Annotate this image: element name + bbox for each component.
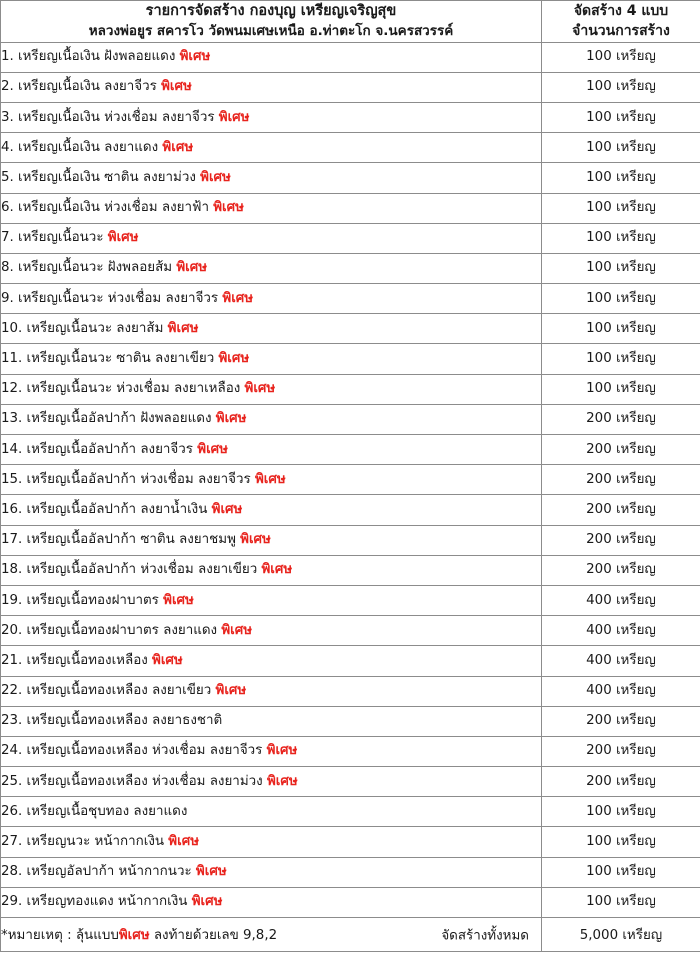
special-badge: พิเศษ [218,109,250,125]
item-quantity: 100 เหรียญ [542,72,700,102]
item-description-text: 9. เหรียญเนื้อนวะ ห่วงเชื่อม ลงยาจีวร [1,290,223,306]
item-quantity: 100 เหรียญ [542,314,700,344]
item-quantity: 200 เหรียญ [542,767,700,797]
table-row [1,736,700,766]
footer-note [1,924,277,945]
table-row [1,585,700,615]
header-title-line2: หลวงพ่อยูร สคารโว วัดพนมเศษเหนือ อ.ท่าตะโก จ.นครสวรรค์ [88,23,454,40]
item-description [1,314,542,344]
item-quantity: 200 เหรียญ [542,435,700,465]
item-description-text: 12. เหรียญเนื้อนวะ ห่วงเชื่อม ลงยาเหลือง [1,381,245,397]
item-quantity: 400 เหรียญ [542,676,700,706]
item-description-text: 28. เหรียญอัลปาก้า หน้ากากนวะ [1,864,196,880]
item-quantity: 100 เหรียญ [542,253,700,283]
item-quantity: 200 เหรียญ [542,404,700,434]
item-quantity: 100 เหรียญ [542,223,700,253]
special-badge: พิเศษ [218,351,250,366]
item-quantity: 100 เหรียญ [542,857,700,887]
table-row [1,193,700,223]
item-quantity: 200 เหรียญ [542,465,700,495]
table-row [1,284,700,314]
item-description-text: 26. เหรียญเนื้อชุบทอง ลงยาแดง [1,803,188,819]
item-description-text: 7. เหรียญเนื้อนวะ [1,230,108,246]
item-description-text: 13. เหรียญเนื้ออัลปาก้า ฝังพลอยแดง [1,411,216,427]
item-description-text: 16. เหรียญเนื้ออัลปาก้า ลงยาน้ำเงิน [1,501,212,517]
special-badge: พิเศษ [200,169,231,185]
footer-row [1,918,700,952]
item-description-text: 19. เหรียญเนื้อทองฝาบาตร [1,592,164,608]
item-description-text: 6. เหรียญเนื้อเงิน ห่วงเชื่อม ลงยาฟ้า [1,200,214,216]
item-description-text: 20. เหรียญเนื้อทองฝาบาตร ลงยาแดง [1,622,222,638]
item-quantity: 200 เหรียญ [542,706,700,736]
table-row [1,495,700,525]
item-description [1,887,542,917]
special-badge: พิเศษ [167,320,199,336]
special-badge: พิเศษ [213,200,244,216]
special-badge: พิเศษ [197,441,228,457]
table-row [1,555,700,585]
table-row [1,253,700,283]
item-description-text: 1. เหรียญเนื้อเงิน ฝังพลอยแดง [1,49,180,65]
table-row [1,102,700,132]
item-description-text: 5. เหรียญเนื้อเงิน ซาติน ลงยาม่วง [1,169,201,185]
item-description-text: 18. เหรียญเนื้ออัลปาก้า ห่วงเชื่อม ลงยาเขียว [1,562,262,578]
item-description-text: 23. เหรียญเนื้อทองเหลือง ลงยาธงชาติ [1,713,223,729]
special-badge: พิเศษ [179,49,211,65]
item-quantity: 100 เหรียญ [542,163,700,193]
special-badge: พิเศษ [215,683,247,699]
table-row [1,465,700,495]
item-description-text: 8. เหรียญเนื้อนวะ ฝังพลอยส้ม [1,260,177,276]
table-row [1,827,700,857]
footer-total-label: จัดสร้างทั้งหมด [441,928,529,944]
special-badge: พิเศษ [240,532,271,548]
item-description [1,646,542,676]
table-row [1,72,700,102]
item-description-text: 11. เหรียญเนื้อนวะ ซาติน ลงยาเขียว [1,351,219,366]
item-quantity: 100 เหรียญ [542,887,700,917]
table-footer [1,918,700,952]
item-description [1,736,542,766]
item-description [1,344,542,374]
table-header [1,1,700,43]
item-description [1,555,542,585]
header-row [1,1,700,43]
header-qty-line1: จัดสร้าง 4 แบบ [573,3,669,19]
item-quantity: 100 เหรียญ [542,284,700,314]
item-description [1,676,542,706]
item-description [1,284,542,314]
item-quantity: 100 เหรียญ [542,374,700,404]
item-description-text: 4. เหรียญเนื้อเงิน ลงยาแดง [1,139,163,155]
item-quantity: 100 เหรียญ [542,344,700,374]
table-row [1,344,700,374]
table-row [1,767,700,797]
item-description [1,616,542,646]
item-description [1,495,542,525]
table-row [1,646,700,676]
item-description [1,857,542,887]
item-quantity: 100 เหรียญ [542,42,700,72]
item-quantity: 100 เหรียญ [542,797,700,827]
special-badge: พิเศษ [152,652,183,668]
table-row [1,404,700,434]
header-title-cell [1,1,542,43]
item-quantity: 200 เหรียญ [542,555,700,585]
item-description [1,133,542,163]
item-description [1,585,542,615]
item-quantity: 100 เหรียญ [542,133,700,163]
item-quantity: 200 เหรียญ [542,525,700,555]
item-quantity: 100 เหรียญ [542,827,700,857]
footer-note-prefix: *หมายเหตุ : ลุ้นแบบ [1,928,119,944]
table-row [1,887,700,917]
item-description [1,253,542,283]
item-description-text: 22. เหรียญเนื้อทองเหลือง ลงยาเขียว [1,683,216,699]
table-row [1,676,700,706]
special-badge: พิเศษ [244,381,276,397]
special-badge: พิเศษ [215,411,247,427]
item-description-text: 14. เหรียญเนื้ออัลปาก้า ลงยาจีวร [1,441,198,457]
table-row [1,706,700,736]
table-row [1,525,700,555]
item-description [1,102,542,132]
special-badge: พิเศษ [161,79,192,95]
item-description-text: 2. เหรียญเนื้อเงิน ลงยาจีวร [1,79,162,95]
item-quantity: 200 เหรียญ [542,736,700,766]
item-description [1,797,542,827]
table-row [1,223,700,253]
special-badge: พิเศษ [254,471,286,487]
footer-note-suffix: ลงท้ายด้วยเลข 9,8,2 [149,928,278,944]
item-quantity: 400 เหรียญ [542,585,700,615]
special-badge: พิเศษ [195,864,227,880]
special-badge: พิเศษ [266,773,298,789]
header-qty-line2: จำนวนการสร้าง [572,23,670,40]
item-quantity: 200 เหรียญ [542,495,700,525]
item-description [1,706,542,736]
item-quantity: 100 เหรียญ [542,102,700,132]
special-badge: พิเศษ [221,622,253,638]
special-badge: พิเศษ [162,139,194,155]
item-description-text: 15. เหรียญเนื้ออัลปาก้า ห่วงเชื่อม ลงยาจีวร [1,471,255,487]
item-description [1,163,542,193]
item-description [1,525,542,555]
table-row [1,857,700,887]
table-row [1,314,700,344]
table-row [1,435,700,465]
table-row [1,797,700,827]
item-description-text: 25. เหรียญเนื้อทองเหลือง ห่วงเชื่อม ลงยาม่วง [1,773,267,789]
special-badge: พิเศษ [168,834,200,849]
item-description-text: 10. เหรียญเนื้อนวะ ลงยาส้ม [1,320,168,336]
special-badge: พิเศษ [261,562,293,578]
table-row [1,616,700,646]
item-description-text: 27. เหรียญนวะ หน้ากากเงิน [1,834,169,849]
table-row [1,42,700,72]
table-row [1,133,700,163]
item-description [1,42,542,72]
special-badge: พิเศษ [222,290,254,306]
item-description [1,767,542,797]
special-badge: พิเศษ [176,260,208,276]
footer-note-special: พิเศษ [118,928,150,944]
item-description-text: 3. เหรียญเนื้อเงิน ห่วงเชื่อม ลงยาจีวร [1,109,219,125]
item-quantity: 400 เหรียญ [542,646,700,676]
table-row [1,374,700,404]
special-badge: พิเศษ [163,592,194,608]
item-description [1,374,542,404]
item-description [1,465,542,495]
header-quantity-cell [542,1,700,43]
item-description [1,193,542,223]
special-badge: พิเศษ [107,230,139,246]
special-badge: พิเศษ [211,501,243,517]
table-row [1,163,700,193]
item-quantity: 100 เหรียญ [542,193,700,223]
item-description-text: 17. เหรียญเนื้ออัลปาก้า ซาติน ลงยาชมพู [1,532,241,548]
item-description-text: 24. เหรียญเนื้อทองเหลือง ห่วงเชื่อม ลงยาจีวร [1,743,267,759]
footer-note-cell [1,918,542,952]
item-description [1,223,542,253]
special-badge: พิเศษ [266,743,298,759]
footer-total-qty: 5,000 เหรียญ [542,918,700,952]
table-body [1,42,700,917]
item-description [1,827,542,857]
item-description [1,435,542,465]
item-description-text: 29. เหรียญทองแดง หน้ากากเงิน [1,894,192,910]
item-description [1,72,542,102]
header-title-line1: รายการจัดสร้าง กองบุญ เหรียญเจริญสุข [145,3,397,19]
item-description-text: 21. เหรียญเนื้อทองเหลือง [1,652,153,668]
special-badge: พิเศษ [191,894,223,910]
item-description [1,404,542,434]
item-quantity: 400 เหรียญ [542,616,700,646]
